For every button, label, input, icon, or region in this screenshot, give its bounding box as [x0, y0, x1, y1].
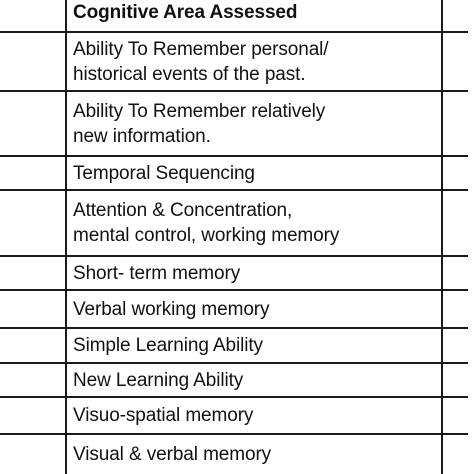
row-cell — [66, 256, 442, 290]
row-cell — [66, 156, 442, 190]
row-text: Ability To Remember personal/ historical events of the past. — [73, 38, 329, 85]
table-row — [0, 32, 468, 91]
header-right-cell — [442, 0, 468, 32]
header-cell — [66, 0, 442, 32]
row-text: New Learning Ability — [73, 369, 244, 391]
row-cell — [66, 434, 442, 474]
table-row — [0, 397, 468, 434]
row-cell — [66, 328, 442, 363]
row-left-cell — [0, 190, 66, 256]
row-cell — [66, 290, 442, 328]
table-row — [0, 434, 468, 474]
table-row — [0, 190, 468, 256]
header-left-cell — [0, 0, 66, 32]
row-right-cell — [442, 91, 468, 156]
row-right-cell — [442, 363, 468, 397]
row-right-cell — [442, 190, 468, 256]
row-left-cell — [0, 328, 66, 363]
row-right-cell — [442, 256, 468, 290]
row-right-cell — [442, 32, 468, 91]
row-right-cell — [442, 434, 468, 474]
row-right-cell — [442, 328, 468, 363]
row-text: Attention & Concentration, mental control, working memory — [73, 200, 340, 246]
column-header-cognitive-area: Cognitive Area Assessed — [73, 2, 298, 23]
row-text: Visual & verbal memory — [73, 444, 272, 465]
table-row — [0, 91, 468, 156]
row-text: Ability To Remember relatively new information. — [73, 100, 326, 147]
row-text: Visuo-spatial memory — [73, 405, 254, 426]
table-row — [0, 363, 468, 397]
row-cell — [66, 32, 442, 91]
row-left-cell — [0, 91, 66, 156]
row-cell — [66, 363, 442, 397]
table-row — [0, 290, 468, 328]
table-header-row — [0, 0, 468, 32]
row-left-cell — [0, 256, 66, 290]
row-left-cell — [0, 363, 66, 397]
row-cell — [66, 190, 442, 256]
table-row — [0, 156, 468, 190]
row-text: Temporal Sequencing — [73, 162, 255, 184]
row-right-cell — [442, 397, 468, 434]
row-left-cell — [0, 397, 66, 434]
row-left-cell — [0, 434, 66, 474]
table-row — [0, 256, 468, 290]
row-left-cell — [0, 32, 66, 91]
row-text: Short- term memory — [73, 262, 241, 284]
table-row — [0, 328, 468, 363]
row-cell — [66, 91, 442, 156]
row-right-cell — [442, 156, 468, 190]
row-right-cell — [442, 290, 468, 328]
row-left-cell — [0, 156, 66, 190]
row-text: Verbal working memory — [73, 298, 270, 320]
row-text: Simple Learning Ability — [73, 335, 263, 356]
row-left-cell — [0, 290, 66, 328]
row-cell — [66, 397, 442, 434]
